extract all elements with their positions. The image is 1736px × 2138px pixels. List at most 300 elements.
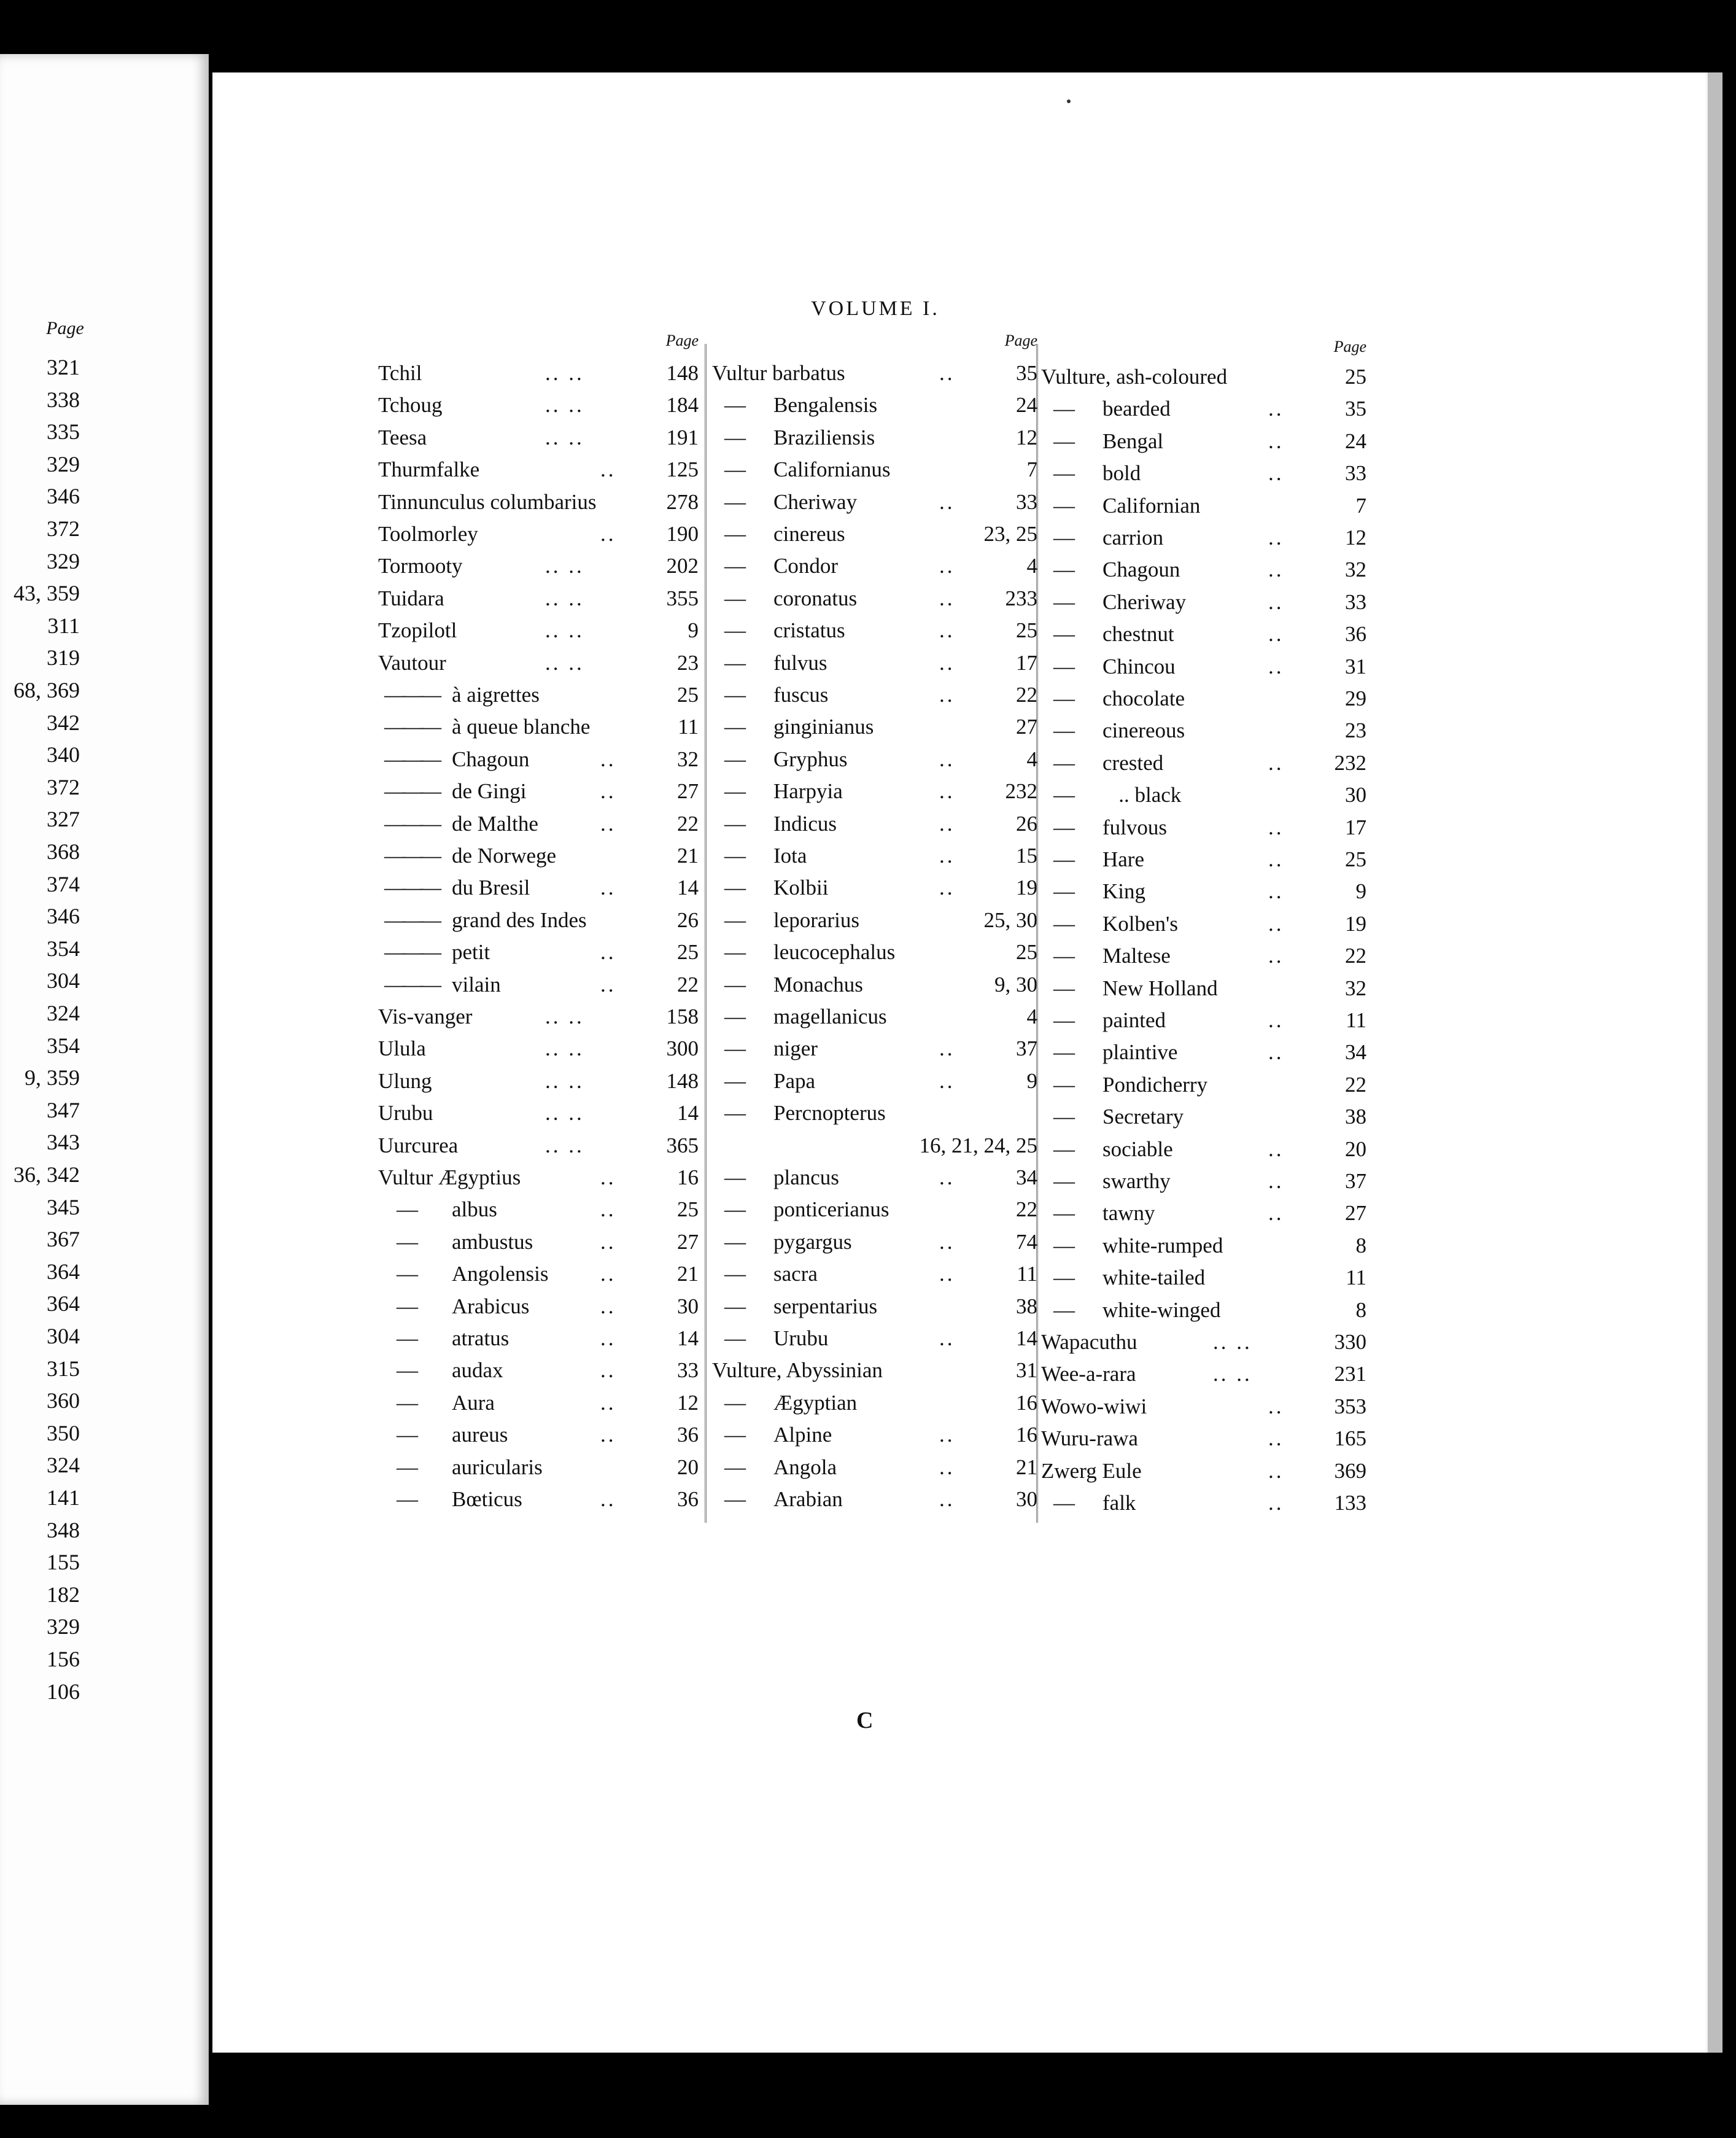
entry-page-number: 4 <box>1026 554 1037 578</box>
index-entry <box>712 1065 1037 1097</box>
leader-dots: .. <box>939 1487 955 1511</box>
index-entry <box>1041 1101 1366 1133</box>
ditto-dash: — <box>724 425 746 449</box>
index-entry <box>378 1258 699 1290</box>
ditto-dash: — <box>724 1068 746 1093</box>
leader-dots: .. <box>1268 1169 1284 1193</box>
index-entry <box>1041 1423 1366 1455</box>
index-entry <box>378 1162 699 1194</box>
index-entry <box>378 969 699 1001</box>
leader-dots: .. <box>600 1390 616 1415</box>
entry-page-number: 231 <box>1334 1362 1366 1386</box>
entry-page-number: 9 <box>688 618 699 643</box>
left-page-number: 368 <box>47 839 80 864</box>
ditto-dash: — <box>724 1423 746 1447</box>
entry-page-number: 16 <box>1016 1390 1037 1415</box>
ditto-dash: — <box>724 1165 746 1189</box>
left-page-number: 43, 359 <box>14 581 80 606</box>
ditto-dash: — <box>724 844 746 868</box>
ditto-dash: — <box>724 1197 746 1222</box>
ditto-dash: — <box>724 618 746 643</box>
entry-page-number: 29 <box>1345 686 1366 710</box>
left-page-number: 354 <box>47 1033 80 1058</box>
ditto-dash: — <box>1053 879 1075 904</box>
leader-dots: .. <box>939 618 955 643</box>
entry-page-number: 33 <box>1016 489 1037 514</box>
index-entry <box>378 1001 699 1033</box>
entry-term: à aigrettes <box>452 683 540 707</box>
entry-term: plancus <box>773 1165 839 1189</box>
entry-term: Kolbii <box>773 876 829 900</box>
index-entry <box>1041 683 1366 715</box>
entry-page-number: 17 <box>1016 650 1037 675</box>
entry-page-number: 33 <box>1345 589 1366 614</box>
ditto-dash: — <box>397 1197 418 1222</box>
entry-page-number: 37 <box>1345 1169 1366 1193</box>
index-entry <box>712 872 1037 904</box>
index-entry <box>378 1130 699 1162</box>
entry-page-number: 20 <box>1345 1137 1366 1161</box>
ditto-dash: — <box>1053 429 1075 453</box>
entry-page-number: 12 <box>677 1390 699 1415</box>
left-page-number: 374 <box>47 871 80 896</box>
entry-term: carrion <box>1102 526 1164 550</box>
leader-dots: .. <box>600 1358 616 1383</box>
leader-dots: .. .. <box>545 554 584 578</box>
entry-page-number: 14 <box>677 1101 699 1125</box>
leader-dots: .. <box>600 779 616 804</box>
index-entry <box>712 840 1037 872</box>
left-page-number: 342 <box>47 710 80 735</box>
ditto-dash: — <box>724 908 746 932</box>
entry-term: Tchil <box>378 361 422 385</box>
entry-page-number: 369 <box>1334 1458 1366 1483</box>
entry-term: Vis-vanger <box>378 1005 473 1028</box>
left-page-number: 324 <box>47 1453 80 1478</box>
ditto-dash: ——— <box>384 940 438 965</box>
entry-term: Californianus <box>773 457 891 482</box>
ditto-dash: — <box>724 876 746 900</box>
entry-term: New Holland <box>1102 976 1218 1000</box>
entry-term: Harpyia <box>773 779 843 804</box>
index-entry <box>712 776 1037 807</box>
ditto-dash: — <box>724 940 746 965</box>
leader-dots: .. .. <box>545 425 584 449</box>
leader-dots: .. .. <box>545 586 584 610</box>
ditto-dash: — <box>724 489 746 514</box>
entry-term: .. black <box>1102 783 1182 807</box>
entry-page-number: 21 <box>677 1262 699 1286</box>
left-page-number: 343 <box>47 1130 80 1155</box>
entry-term: chestnut <box>1102 622 1174 647</box>
entry-term: serpentarius <box>773 1294 878 1318</box>
entry-term: de Gingi <box>452 779 527 804</box>
entry-term: Chincou <box>1102 654 1176 678</box>
ditto-dash: — <box>724 715 746 739</box>
entry-term: Arabicus <box>452 1294 530 1318</box>
ditto-dash: — <box>397 1294 418 1318</box>
entry-page-number: 21 <box>1016 1455 1037 1479</box>
entry-page-number: 19 <box>1016 876 1037 900</box>
index-entry <box>378 518 699 550</box>
index-entry <box>1041 1005 1366 1036</box>
leader-dots: .. <box>939 586 955 610</box>
left-page-number: 324 <box>47 1001 80 1025</box>
leader-dots: .. <box>600 876 616 900</box>
entry-term: aureus <box>452 1423 508 1447</box>
entry-term: Tzopilotl <box>378 618 457 643</box>
leader-dots: .. <box>1268 911 1284 936</box>
index-entry <box>712 969 1037 1001</box>
index-entry <box>712 711 1037 743</box>
ditto-dash: ——— <box>384 908 438 932</box>
entry-term: crested <box>1102 750 1164 775</box>
entry-term: Californian <box>1102 493 1201 518</box>
ditto-dash: — <box>397 1423 418 1447</box>
index-entry <box>378 583 699 615</box>
entry-term: audax <box>452 1358 503 1383</box>
entry-term: Tinnunculus columbarius <box>378 489 597 514</box>
volume-title: VOLUME I. <box>811 297 940 320</box>
entry-page-number: 11 <box>1346 1265 1366 1290</box>
entry-term: Gryphus <box>773 747 848 771</box>
ditto-dash: — <box>1053 911 1075 936</box>
index-entry <box>712 583 1037 615</box>
entry-term: ambustus <box>452 1229 533 1254</box>
ditto-dash: ——— <box>384 779 438 804</box>
ditto-dash: — <box>1053 1072 1075 1097</box>
leader-dots: .. <box>939 489 955 514</box>
entry-term: Iota <box>773 844 807 868</box>
entry-term: fulvous <box>1102 815 1167 839</box>
entry-page-number: 9, 30 <box>994 972 1037 997</box>
entry-term: vilain <box>452 972 501 997</box>
entry-page-number: 25 <box>1016 618 1037 643</box>
entry-term: Condor <box>773 554 838 578</box>
entry-term: Chagoun <box>452 747 530 771</box>
entry-page-number: 330 <box>1334 1330 1366 1354</box>
entry-term: Zwerg Eule <box>1041 1458 1142 1483</box>
entry-page-number: 36 <box>1345 622 1366 647</box>
index-entry <box>1041 1262 1366 1294</box>
index-entry <box>1041 1391 1366 1423</box>
entry-page-number: 36 <box>677 1423 699 1447</box>
entry-page-number: 35 <box>1345 397 1366 421</box>
index-entry <box>378 808 699 840</box>
leader-dots: .. <box>939 1229 955 1254</box>
index-entry <box>712 1387 1037 1419</box>
index-entry <box>1041 586 1366 618</box>
entry-page-number: 31 <box>1016 1358 1037 1383</box>
entry-page-number: 9 <box>1355 879 1366 904</box>
left-page-number: 321 <box>47 355 80 379</box>
entry-term: Ulula <box>378 1036 426 1061</box>
entry-term: chocolate <box>1102 686 1185 710</box>
index-entry <box>1041 1326 1366 1358</box>
index-entry <box>1041 908 1366 940</box>
left-page-number: 319 <box>47 645 80 671</box>
index-entry <box>1041 747 1366 779</box>
entry-term: Tuidara <box>378 586 444 610</box>
ditto-dash: — <box>724 747 746 771</box>
leader-dots: .. <box>1268 1040 1284 1065</box>
entry-page-number: 165 <box>1334 1426 1366 1451</box>
index-entry <box>378 1483 699 1515</box>
ditto-dash: — <box>1053 1008 1075 1032</box>
entry-page-number: 11 <box>678 715 699 739</box>
leader-dots: .. .. <box>545 1068 584 1093</box>
entry-term: ponticerianus <box>773 1197 889 1222</box>
ditto-dash: — <box>1053 944 1075 968</box>
index-entry <box>1041 490 1366 522</box>
entry-term: painted <box>1102 1008 1166 1032</box>
entry-term: bold <box>1102 461 1141 486</box>
entry-page-number: 12 <box>1345 526 1366 550</box>
ditto-dash: — <box>397 1358 418 1383</box>
index-entry <box>378 1323 699 1355</box>
ditto-dash: ——— <box>384 876 438 900</box>
entry-page-number: 4 <box>1026 747 1037 771</box>
left-page-number: 155 <box>47 1550 80 1575</box>
index-entry <box>712 647 1037 679</box>
entry-term: Vautour <box>378 650 446 675</box>
entry-page-number: 32 <box>1345 558 1366 582</box>
index-entry <box>1041 361 1366 393</box>
ditto-dash: ——— <box>384 811 438 836</box>
index-entry <box>378 615 699 647</box>
ditto-dash: — <box>1053 1491 1075 1515</box>
leader-dots: .. <box>600 1165 616 1189</box>
entry-term: petit <box>452 940 490 965</box>
index-entry <box>1041 1165 1366 1197</box>
entry-term: de Norwege <box>452 844 557 868</box>
leader-dots: .. <box>600 811 616 836</box>
entry-term: sacra <box>773 1262 818 1286</box>
entry-term: Wuru-rawa <box>1041 1426 1138 1451</box>
leader-dots: .. <box>600 1229 616 1254</box>
column-page-header: Page <box>1333 338 1366 356</box>
entry-page-number: 26 <box>677 908 699 932</box>
index-entry <box>712 357 1037 389</box>
ditto-dash: — <box>397 1487 418 1511</box>
ditto-dash: — <box>724 586 746 610</box>
entry-page-number: 15 <box>1016 844 1037 868</box>
entry-term: Arabian <box>773 1487 843 1511</box>
entry-page-number: 11 <box>1346 1008 1366 1032</box>
entry-page-number: 31 <box>1345 654 1366 678</box>
left-page-number: 106 <box>47 1679 80 1704</box>
index-entry <box>378 550 699 582</box>
entry-term: fulvus <box>773 650 827 675</box>
leader-dots: .. <box>1268 1201 1284 1226</box>
left-page-number: 304 <box>47 968 80 993</box>
index-entry <box>1041 779 1366 811</box>
leader-dots: .. <box>939 747 955 771</box>
index-entry <box>712 550 1037 582</box>
entry-page-number: 22 <box>1016 1197 1037 1222</box>
entry-page-number: 30 <box>1345 783 1366 807</box>
index-entry <box>712 808 1037 840</box>
entry-page-number: 25 <box>677 1197 699 1222</box>
entry-page-number: 7 <box>1355 493 1366 518</box>
entry-term: Aura <box>452 1390 495 1415</box>
leader-dots: .. <box>1268 397 1284 421</box>
entry-page-number: 27 <box>1016 715 1037 739</box>
ditto-dash: — <box>724 1036 746 1061</box>
ditto-dash: — <box>724 683 746 707</box>
ditto-dash: — <box>1053 1137 1075 1161</box>
index-entry <box>712 936 1037 968</box>
entry-page-number: 158 <box>666 1005 699 1028</box>
index-entry <box>1041 1455 1366 1487</box>
entry-term: Braziliensis <box>773 425 875 449</box>
entry-page-number: 8 <box>1355 1297 1366 1322</box>
left-page-number: 156 <box>47 1647 80 1671</box>
left-page-number: 364 <box>47 1291 80 1316</box>
entry-term: leucocephalus <box>773 940 896 965</box>
index-entry <box>1041 876 1366 908</box>
left-page-number: 329 <box>47 451 80 476</box>
entry-term: coronatus <box>773 586 858 610</box>
index-entry <box>1041 618 1366 650</box>
entry-term: Toolmorley <box>378 522 478 546</box>
index-entry <box>712 1452 1037 1483</box>
left-page-number: 364 <box>47 1259 80 1284</box>
index-entry <box>378 357 699 389</box>
ditto-dash: — <box>1053 783 1075 807</box>
index-entry <box>378 679 699 711</box>
left-page-number: 346 <box>47 904 80 929</box>
leader-dots: .. <box>600 972 616 997</box>
entry-term: cristatus <box>773 618 845 643</box>
leader-dots: .. <box>600 1262 616 1286</box>
entry-term: Angola <box>773 1455 837 1479</box>
ditto-dash: — <box>397 1326 418 1350</box>
index-entry <box>378 1387 699 1419</box>
leader-dots: .. <box>1268 750 1284 775</box>
entry-page-number: 191 <box>666 425 699 449</box>
ditto-dash: — <box>724 1005 746 1028</box>
entry-page-number: 202 <box>666 554 699 578</box>
leader-dots: .. <box>939 650 955 675</box>
entry-page-number: 133 <box>1334 1491 1366 1515</box>
index-entry <box>712 389 1037 421</box>
leader-dots: .. .. <box>545 1036 584 1061</box>
entry-page-number: 25 <box>677 940 699 965</box>
left-page-number: 347 <box>47 1097 80 1122</box>
entry-page-number: 22 <box>677 811 699 836</box>
entry-term: Cheriway <box>773 489 858 514</box>
entry-page-number: 32 <box>677 747 699 771</box>
index-entry <box>712 1001 1037 1033</box>
ditto-dash: — <box>1053 686 1075 710</box>
leader-dots: .. <box>1268 622 1284 647</box>
ditto-dash: — <box>724 393 746 418</box>
leader-dots: .. <box>600 522 616 546</box>
ditto-dash: — <box>1053 461 1075 486</box>
entry-page-number: 9 <box>1026 1068 1037 1093</box>
entry-term: à queue blanche <box>452 715 591 739</box>
leader-dots: .. <box>1268 879 1284 904</box>
entry-page-number: 22 <box>1345 1072 1366 1097</box>
entry-term: white-rumped <box>1102 1233 1223 1258</box>
index-entry <box>1041 1069 1366 1101</box>
entry-page-number: 232 <box>1005 779 1037 804</box>
index-entry <box>712 1194 1037 1226</box>
ditto-dash: — <box>724 1455 746 1479</box>
ditto-dash: — <box>1053 558 1075 582</box>
entry-page-number: 30 <box>677 1294 699 1318</box>
entry-page-number: 22 <box>677 972 699 997</box>
leader-dots: .. .. <box>545 1005 584 1028</box>
entry-term: cinereus <box>773 522 845 546</box>
leader-dots: .. <box>1268 429 1284 453</box>
ditto-dash: ——— <box>384 715 438 739</box>
index-entry <box>712 1258 1037 1290</box>
ditto-dash: — <box>397 1455 418 1479</box>
index-entry <box>378 1033 699 1065</box>
index-entry <box>712 1483 1037 1515</box>
left-page-number: 354 <box>47 936 80 961</box>
index-entry <box>378 1355 699 1386</box>
leader-dots: .. <box>600 1423 616 1447</box>
ditto-dash: — <box>724 811 746 836</box>
index-entry <box>712 1323 1037 1355</box>
entry-page-number: 35 <box>1016 361 1037 385</box>
left-page-number: 9, 359 <box>25 1065 80 1090</box>
entry-page-number: 184 <box>666 393 699 418</box>
entry-term: Alpine <box>773 1423 832 1447</box>
ditto-dash: ——— <box>384 683 438 707</box>
entry-page-number: 125 <box>666 457 699 482</box>
entry-term: Percnopterus <box>773 1101 886 1125</box>
left-page-number: 372 <box>47 774 80 799</box>
entry-page-number: 353 <box>1334 1394 1366 1418</box>
left-page-number: 304 <box>47 1324 80 1348</box>
index-entry <box>378 1226 699 1258</box>
index-entry <box>712 1291 1037 1323</box>
leader-dots: .. <box>939 554 955 578</box>
leader-dots: .. <box>1268 461 1284 486</box>
leader-dots: .. <box>600 457 616 482</box>
index-entry <box>378 904 699 936</box>
entry-page-number: 33 <box>1345 461 1366 486</box>
leader-dots: .. .. <box>545 618 584 643</box>
index-entry <box>712 1033 1037 1065</box>
column-separator <box>705 344 707 1523</box>
index-entry <box>1041 554 1366 586</box>
index-entry <box>1041 1230 1366 1262</box>
leader-dots: .. <box>939 1036 955 1061</box>
entry-page-number: 22 <box>1016 683 1037 707</box>
entry-term: King <box>1102 879 1145 904</box>
entry-term: falk <box>1102 1491 1136 1515</box>
index-entry <box>1041 1197 1366 1229</box>
entry-term: grand des Indes <box>452 908 587 932</box>
leader-dots: .. <box>1268 1491 1284 1515</box>
entry-page-number: 16, 21, 24, 25 <box>919 1133 1037 1157</box>
leader-dots: .. <box>1268 847 1284 871</box>
entry-term: Pondicherry <box>1102 1072 1208 1097</box>
entry-term: Maltese <box>1102 944 1171 968</box>
index-entry <box>378 1419 699 1451</box>
entry-page-number: 74 <box>1016 1229 1037 1254</box>
entry-page-number: 17 <box>1345 815 1366 839</box>
entry-term: Bengal <box>1102 429 1164 453</box>
leader-dots: .. <box>1268 944 1284 968</box>
index-entry <box>712 486 1037 518</box>
leader-dots: .. .. <box>545 1101 584 1125</box>
